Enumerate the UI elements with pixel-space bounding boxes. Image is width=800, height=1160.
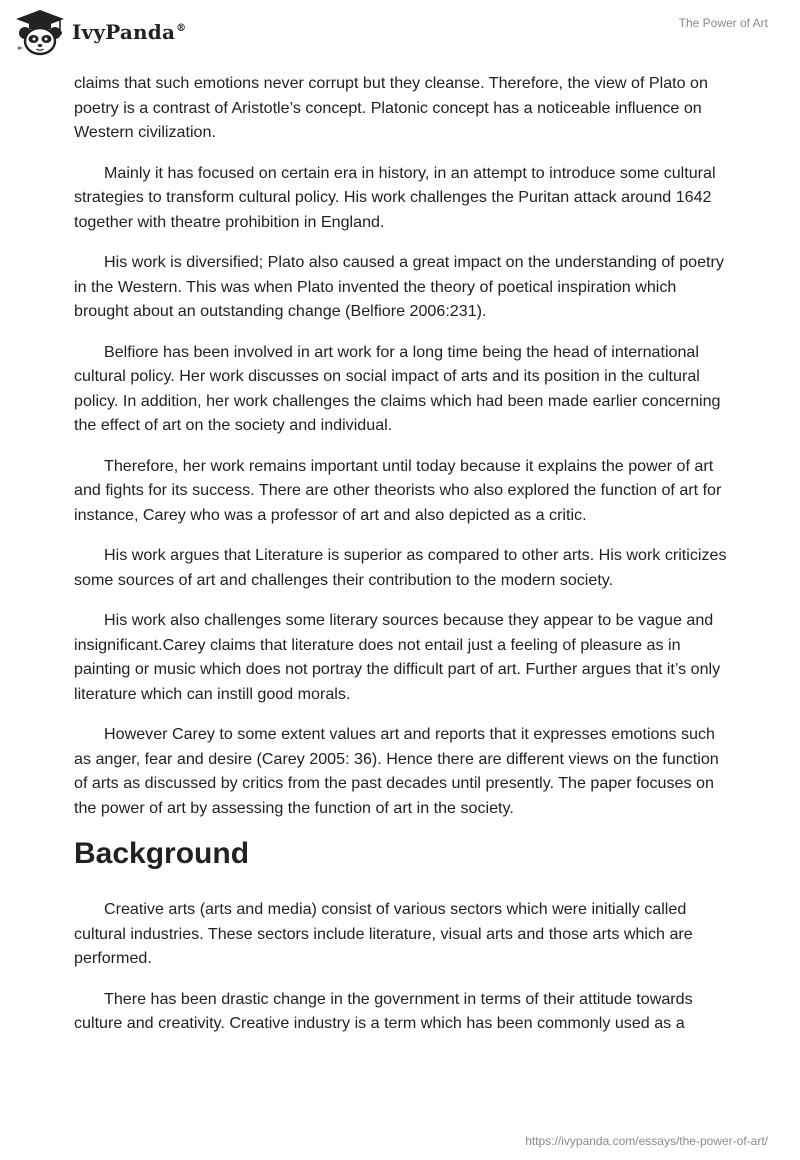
paragraph: Belfiore has been involved in art work for a long time being the head of international cultural policy. Her work discusses on social impact of arts and its position in the cultural policy. In addition, her work challenges the claims which had been made earlier concerning the effect of art on the society and individual.	[74, 342, 721, 434]
ivypanda-logo[interactable]	[14, 8, 186, 56]
panda-graduate-icon	[14, 8, 66, 56]
brand-name: IvyPanda®	[72, 20, 187, 44]
paragraph: There has been drastic change in the government in terms of their attitude towards culture and creativity. Creative industry is a term which has been commonly used as a	[74, 989, 693, 1032]
paragraph: Mainly it has focused on certain era in history, in an attempt to introduce some cultural strategies to transform cultural policy. His work challenges the Puritan attack around 1642 together with theatre prohibition in England.	[74, 163, 716, 231]
paragraph: His work argues that Literature is superior as compared to other arts. His work criticizes some sources of art and challenges their contribution to the modern society.	[74, 546, 727, 589]
paragraph: Creative arts (arts and media) consist of various sectors which were initially called cultural industries. These sectors include literature, visual arts and those arts which are performed.	[74, 900, 693, 967]
paragraph: His work also challenges some literary sources because they appear to be vague and insignificant.Carey claims that literature does not entail just a feeling of pleasure as in painting or music which does not portray the difficult part of art. Further argues that it’s only literature which can instill good morals.	[74, 611, 721, 703]
paragraph: His work is diversified; Plato also caused a great impact on the understanding of poetry in the Western. This was when Plato invented the theory of poetical inspiration which brought about an outstanding change (Belfiore 2006:231).	[74, 253, 724, 320]
page-header	[0, 0, 800, 70]
source-url[interactable]: https://ivypanda.com/essays/the-power-of-art/	[525, 1134, 768, 1148]
paragraph: claims that such emotions never corrupt but they cleanse. Therefore, the view of Plato on poetry is a contrast of Aristotle’s concept. Platonic concept has a noticeable influence on Western civilization.	[74, 74, 708, 141]
section-heading-background: Background	[74, 837, 250, 870]
document-title: The Power of Art	[678, 16, 768, 30]
paragraph: However Carey to some extent values art and reports that it expresses emotions such as anger, fear and desire (Carey 2005: 36). Hence there are different views on the function of arts as discussed by critics from the past decades until presently. The paper focuses on the power of art by assessing the function of art in the society.	[74, 725, 719, 817]
registered-mark: ®	[176, 23, 187, 35]
essay-body	[74, 71, 734, 1052]
paragraph: Therefore, her work remains important until today because it explains the power of art and fights for its success. There are other theorists who also explored the function of art for instance, Carey who was a professor of art and also depicted as a critic.	[74, 456, 722, 524]
